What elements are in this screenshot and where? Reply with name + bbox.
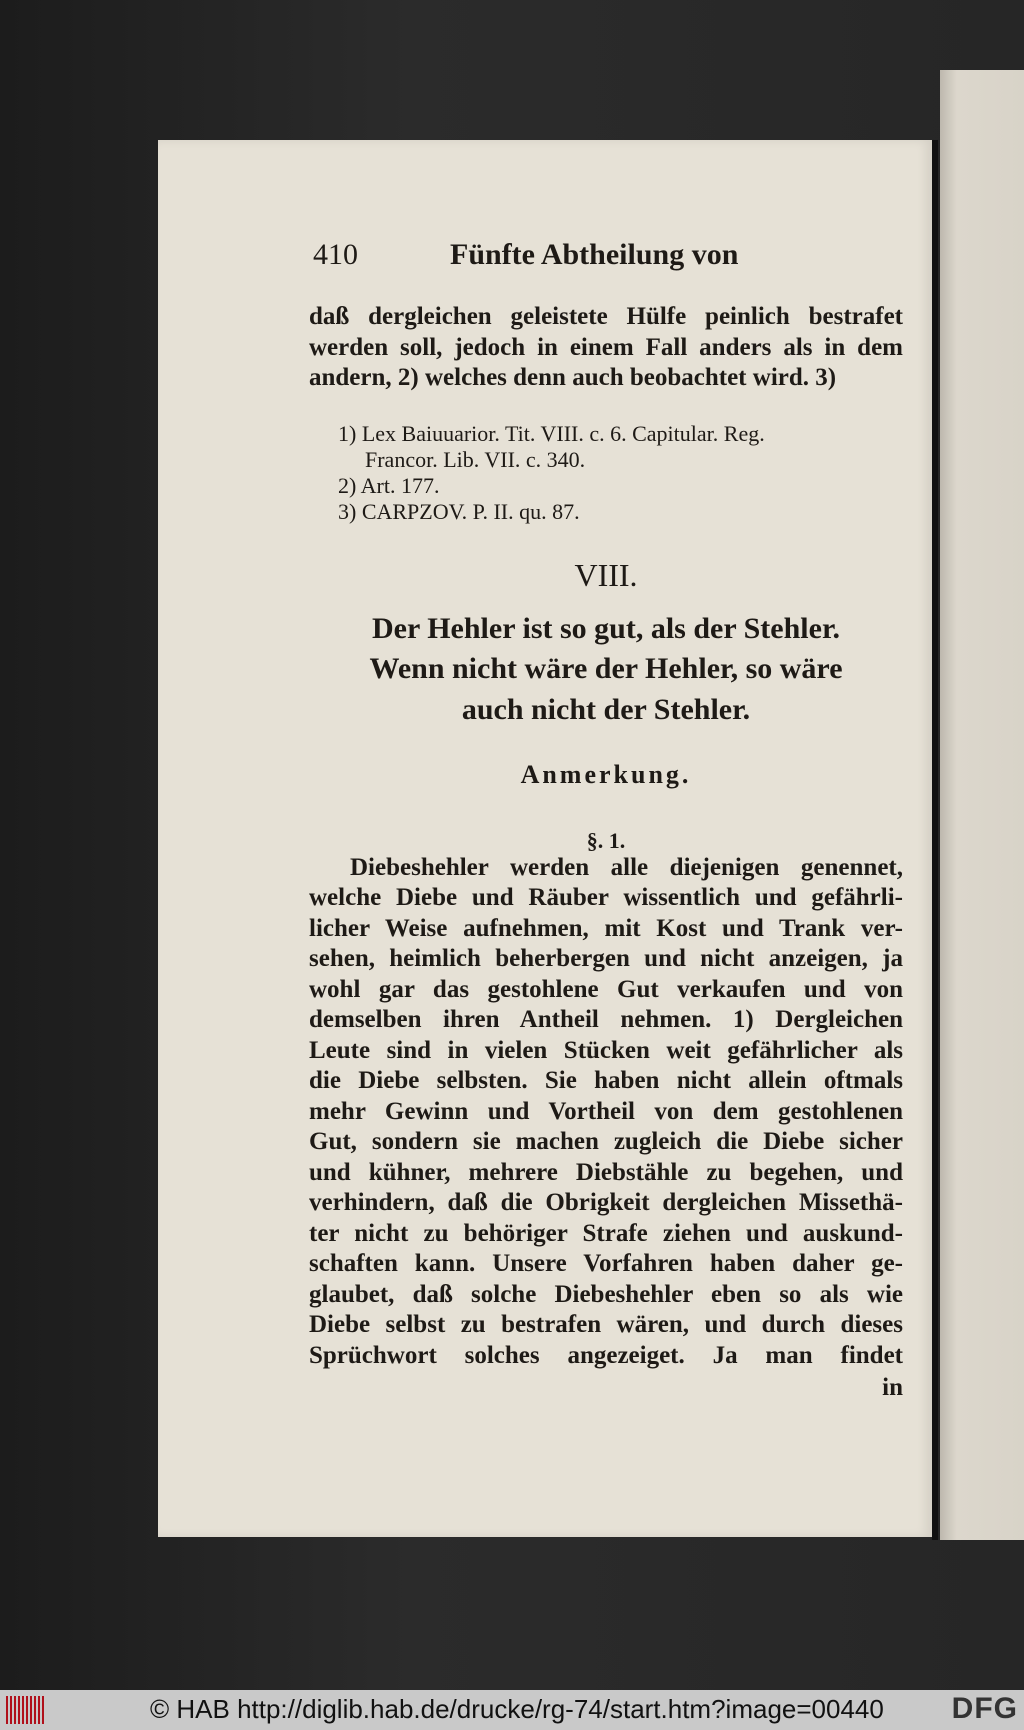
body-line: Gut, sondern sie machen zugleich die Diebe sicher <box>309 1128 903 1155</box>
body-line: sehen, heimlich beherbergen und nicht anzeigen, ja <box>309 945 903 972</box>
body-line: und kühner, mehrere Diebstähle zu begehen, und <box>309 1159 903 1186</box>
body-line: verhindern, daß die Obrigkeit dergleichen Missethä- <box>309 1189 903 1216</box>
dfg-logo: DFG <box>951 1692 1018 1725</box>
footnote: 1) Lex Baiuuarior. Tit. VIII. c. 6. Capitular. Reg. <box>338 421 765 446</box>
page-number: 410 <box>313 238 358 271</box>
body-line: wohl gar das gestohlene Gut verkaufen und von <box>309 976 903 1003</box>
footer-bar <box>0 1690 1024 1730</box>
paragraph-mark: §. 1. <box>586 828 626 853</box>
body-line: die Diebe selbsten. Sie haben nicht allein oftmals <box>309 1067 903 1094</box>
section-title-line: Wenn nicht wäre der Hehler, so wäre <box>369 652 843 685</box>
body-line: Sprüchwort solches angezeiget. Ja man findet <box>309 1342 903 1369</box>
body-line: ter nicht zu behöriger Strafe ziehen und auskund- <box>309 1220 903 1247</box>
copyright-link[interactable]: © HAB http://diglib.hab.de/drucke/rg-74/start.htm?image=00440 <box>150 1694 884 1724</box>
body-line: schaften kann. Unsere Vorfahren haben daher ge- <box>309 1250 903 1277</box>
body-line: welche Diebe und Räuber wissentlich und gefährli- <box>309 884 903 911</box>
book-gutter <box>932 140 938 1540</box>
section-title-line: auch nicht der Stehler. <box>461 693 751 726</box>
section-title-line: Der Hehler ist so gut, als der Stehler. <box>371 612 841 645</box>
hab-logo-icon <box>6 1696 46 1724</box>
body-line: Leute sind in vielen Stücken weit gefährlicher als <box>309 1037 903 1064</box>
body-line: werden soll, jedoch in einem Fall anders als in dem <box>309 334 903 361</box>
body-line: Diebe selbst zu bestrafen wären, und durch dieses <box>309 1311 903 1338</box>
section-number: VIII. <box>574 557 638 593</box>
body-line: andern, 2) welches denn auch beobachtet wird. 3) <box>309 364 837 391</box>
body-line: Diebeshehler werden alle diejenigen genennet, <box>350 854 903 881</box>
body-line: demselben ihren Antheil nehmen. 1) Dergleichen <box>309 1006 903 1033</box>
body-line: mehr Gewinn und Vortheil von dem gestohlenen <box>309 1098 903 1125</box>
footnote: 2) Art. 177. <box>338 473 440 498</box>
footnote: Francor. Lib. VII. c. 340. <box>365 447 586 472</box>
footnote: 3) CARPZOV. P. II. qu. 87. <box>338 499 580 524</box>
body-line: licher Weise aufnehmen, mit Kost und Trank ver- <box>309 915 903 942</box>
running-title: Fünfte Abtheilung von <box>450 238 739 271</box>
subheading: Anmerkung. <box>520 760 692 789</box>
body-line: daß dergleichen geleistete Hülfe peinlich bestrafet <box>309 303 903 330</box>
body-line: glaubet, daß solche Diebeshehler eben so als wie <box>309 1281 903 1308</box>
adjacent-page-edge <box>940 70 1024 1540</box>
catchword: in <box>882 1374 903 1401</box>
